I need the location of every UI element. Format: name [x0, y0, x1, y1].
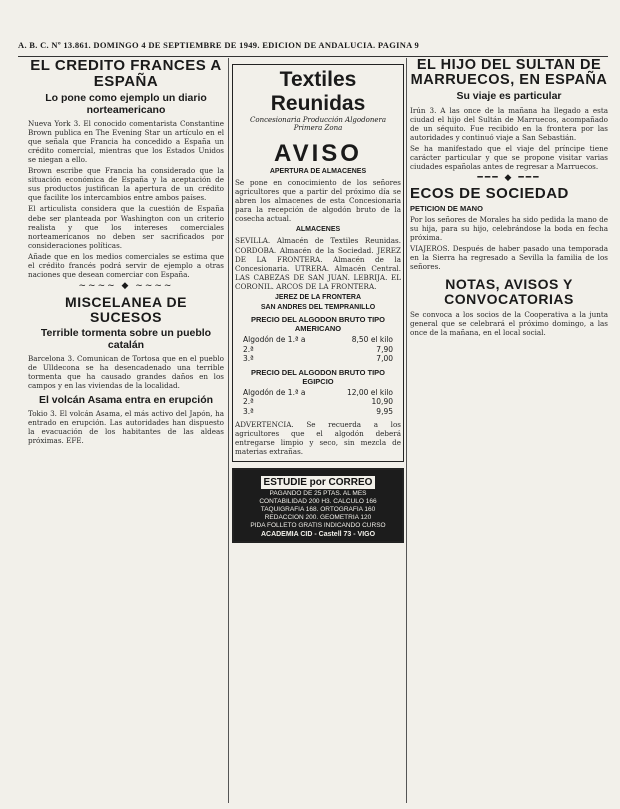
price-row: 2.ª 7,90 [243, 344, 393, 354]
column-center [232, 58, 404, 543]
article-credito-title: EL CREDITO FRANCES A ESPAÑA [30, 57, 222, 90]
sanandres-heading: SAN ANDRES DEL TEMPRANILLO [260, 304, 376, 312]
price-row: 2.ª 10,90 [243, 397, 393, 407]
column-divider-1 [228, 58, 229, 803]
almacenes-text: SEVILLA. Almacén de Textiles Reunidas. CORDOBA. Almacén de la Sociedad. JEREZ DE LA FRONTERA. Almacén de la Concesionaria. UTRERA. Almacén Central. LAS CABEZAS DE SAN JUAN. LEBRIJA. EL CORONIL. ARCOS DE LA FRONTERA. [235, 236, 401, 291]
price-row: 3.ª 9,95 [243, 406, 393, 416]
article-sociedad-subtitle: PETICION DE MANO [410, 203, 483, 213]
aviso-title: AVISO [274, 140, 362, 167]
column-divider-2 [406, 58, 407, 803]
paragraph: Barcelona 3. Comunican de Tortosa que en el pueblo de Ulldecona se ha desencadenado una terrible tormenta que ha causado grandes daños en los campos y en las viviendas de la localidad. [28, 353, 224, 390]
price-table-american [235, 335, 401, 364]
prices-title-egyptian: PRECIO DEL ALGODON BRUTO TIPO EGIPCIO [250, 367, 386, 386]
almacenes-title: ALMACENES [295, 226, 341, 234]
paragraph: Tokio 3. El volcán Asama, el más activo del Japón, ha entrado en erupción. Las autoridades han dispuesto la evacuación de los habitantes de las aldeas próximas. EFE. [28, 409, 224, 446]
article-miscelanea-subtitle: Terrible tormenta sobre un pueblo catalán [40, 326, 212, 351]
ad-textiles [232, 64, 404, 462]
aviso-text: Se pone en conocimiento de los señores agricultores que a partir del próximo día se abren los almacenes de esta Concesionaria para la recepción de algodón bruto de la cosecha actual. [235, 178, 401, 224]
price-table-egyptian [235, 388, 401, 417]
price-row: Algodón de 1.ª a 12,00 el kilo [243, 387, 393, 397]
paragraph: VIAJEROS. Después de haber pasado una temporada en la Sierra ha regresado a Sevilla la familia de los señores. [410, 244, 608, 272]
ad-textiles-sub2: Primera Zona [293, 124, 343, 132]
jerez-heading: JEREZ DE LA FRONTERA [274, 294, 362, 302]
article-credito-subtitle: Lo pone como ejemplo un diario norteamericano [45, 91, 207, 116]
article-sultan-title: EL HIJO DEL SULTAN DE MARRUECOS, EN ESPAÑA [410, 57, 608, 89]
column-left [28, 58, 224, 448]
paragraph: Se convoca a los socios de la Cooperativa a la junta general que se celebrará el próximo domingo, a las once de la mañana, en el local social. [410, 309, 608, 338]
price-row: 3.ª 7,00 [243, 354, 393, 364]
ad-textiles-title: Textiles Reunidas [270, 68, 366, 115]
ad-estudie-line: PAGANDO DE 25 PTAS. AL MES [269, 490, 367, 498]
ornament-divider: ~~~~ ◆ ~~~~ [78, 281, 174, 292]
paragraph: Por los señores de Morales ha sido pedida la mano de su hija, para su hijo, celebrándose la boda en fecha próxima. [410, 214, 608, 243]
column-right [410, 58, 608, 339]
ad-estudie-line: CONTABILIDAD 200 H3. CALCULO 166 [259, 498, 377, 506]
paragraph: Brown escribe que Francia ha considerado que la situación económica de España y la aceptación de sus productos justifican la apertura de un crédito que facilite los intercambios entre ambos países. [28, 166, 224, 203]
article-notas-title: NOTAS, AVISOS Y CONVOCATORIAS [444, 276, 574, 308]
paragraph: Nueva York 3. El conocido comentarista Constantine Brown publica en The Evening Star un artículo en el que señala que Francia ha concedido a España un crédito comercial, mientras que los Estados Unidos se niegan a ello. [28, 118, 224, 164]
aviso-subtitle: APERTURA DE ALMACENES [269, 168, 367, 175]
article-miscelanea-title: MISCELANEA DE SUCESOS [65, 294, 187, 325]
price-row: Algodón de 1.ª a 8,50 el kilo [243, 335, 393, 345]
article-sultan-subtitle: Su viaje es particular [456, 90, 562, 103]
ornament-divider: ━━━ ◆ ━━━ [477, 173, 541, 184]
article-sociedad-title: ECOS DE SOCIEDAD [410, 185, 569, 203]
ad-textiles-sub1: Concesionaria Producción Algodonera [250, 116, 386, 124]
ad-estudie-line: PIDA FOLLETO GRATIS INDICANDO CURSO [250, 522, 386, 530]
paragraph: El articulista considera que la cuestión de España debe ser planteada por Washington con un criterio realista y que los intereses comerciales norteamericanos no deben ser sacrificados por consideraciones políticas. [28, 204, 224, 250]
paragraph: Irún 3. A las once de la mañana ha llegado a esta ciudad el hijo del Sultán de Marruecos, acompañado de un séquito. Fue recibido en la frontera por las autoridades y continuó viaje a San Sebastián. [410, 105, 608, 142]
ad-estudie-line: REDACCION 200. GEOMETRIA 120 [264, 514, 372, 522]
ad-estudie-correo [232, 468, 404, 543]
prices-title-american: PRECIO DEL ALGODON BRUTO TIPO AMERICANO [250, 315, 386, 334]
ad-estudie-line: TAQUIGRAFIA 168. ORTOGRAFIA 160 [260, 506, 376, 514]
article-volcan-title: El volcán Asama entra en erupción [38, 394, 214, 407]
page-header: A. B. C. Nº 13.861. DOMINGO 4 DE SEPTIEMBRE DE 1949. EDICION DE ANDALUCIA. PAGINA 9 [18, 40, 420, 50]
paragraph: Añade que en los medios comerciales se estima que el crédito francés podrá servir de ejemplo a otras naciones que desean comerciar con España. [28, 251, 224, 280]
article-credito-body [28, 119, 224, 280]
advertencia-text: ADVERTENCIA. Se recuerda a los agricultores que el algodón deberá entregarse limpio y seco, sin mezcla de materias extrañas. [235, 420, 401, 457]
paragraph: Se ha manifestado que el viaje del príncipe tiene carácter particular y que se propone visitar varias ciudades españolas antes de regresar a Marruecos. [410, 143, 608, 172]
ad-estudie-title: ESTUDIE por CORREO [261, 476, 376, 489]
ad-estudie-address: ACADEMIA CID - Castell 73 - VIGO [260, 531, 376, 539]
